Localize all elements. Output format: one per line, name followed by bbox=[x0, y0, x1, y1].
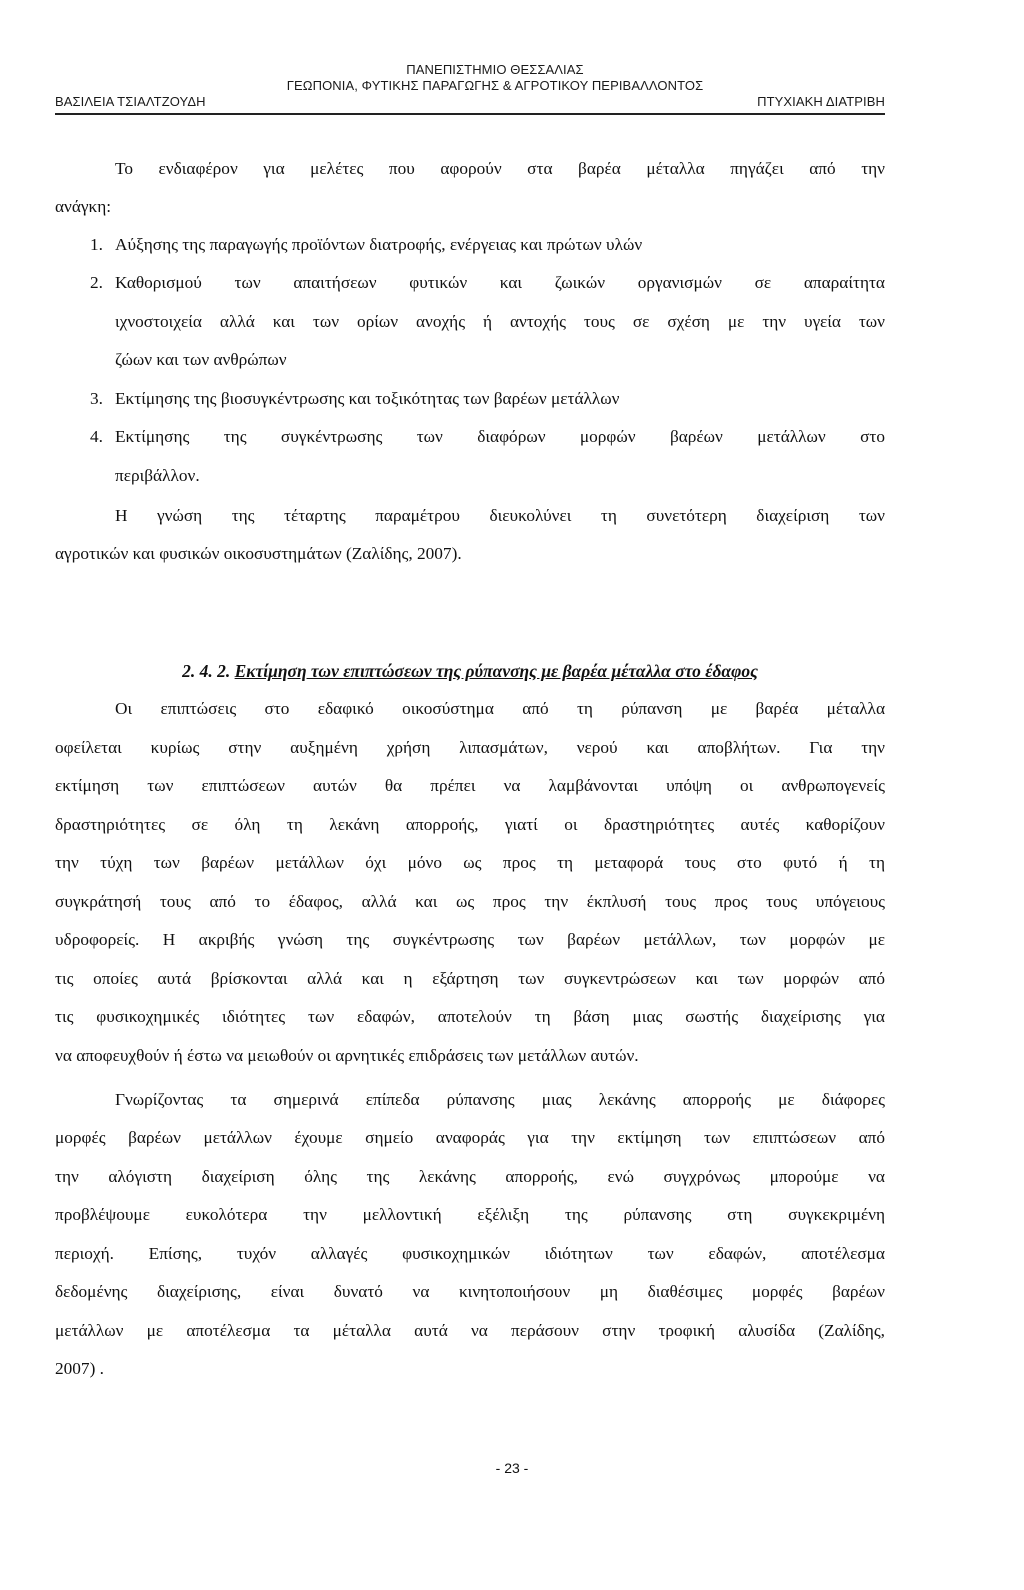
paragraph-1-line: Οι επιπτώσεις στο εδαφικό οικοσύστημα από τη ρύπανση με βαρέα μέταλλα bbox=[115, 699, 885, 718]
paragraph-1-line: υδροφορείς. Η ακριβής γνώση της συγκέντρωσης των βαρέων μετάλλων, των μορφών με bbox=[55, 930, 885, 949]
paragraph-1-line: να αποφευχθούν ή έστω να μειωθούν οι αρνητικές επιδράσεις των μετάλλων αυτών. bbox=[55, 1046, 639, 1065]
list-item-text: Εκτίμησης της συγκέντρωσης των διαφόρων μορφών βαρέων μετάλλων στο bbox=[115, 427, 885, 446]
list-item-1 bbox=[90, 226, 885, 265]
section-heading bbox=[55, 652, 885, 690]
paragraph-2-line: προβλέψουμε ευκολότερα την μελλοντική εξέλιξη της ρύπανσης στη συγκεκριμένη bbox=[55, 1205, 885, 1224]
list-item-text: Καθορισμού των απαιτήσεων φυτικών και ζωικών οργανισμών σε απαραίτητα bbox=[115, 273, 885, 292]
list-number: 2. bbox=[90, 273, 103, 292]
list-item-text: ιχνοστοιχεία αλλά και των ορίων ανοχής ή αντοχής τους σε σχέση με την υγεία των bbox=[115, 311, 885, 331]
paragraph-2-line: περιοχή. Επίσης, τυχόν αλλαγές φυσικοχημικών ιδιότητων των εδαφών, αποτέλεσμα bbox=[55, 1244, 885, 1263]
list-item-text: περιβάλλον. bbox=[115, 465, 200, 485]
list-item-3 bbox=[90, 380, 885, 419]
page-header bbox=[55, 62, 885, 115]
intro-line-1: Το ενδιαφέρον για μελέτες που αφορούν στα βαρέα μέταλλα πηγάζει από την bbox=[115, 159, 885, 178]
conclusion-line-2: αγροτικών και φυσικών οικοσυστημάτων (Ζαλίδης, 2007). bbox=[55, 544, 462, 563]
page-number: - 23 - bbox=[495, 1460, 529, 1476]
paragraph-1-line: δραστηριότητες σε όλη τη λεκάνη απορροής, γιατί οι δραστηριότητες αυτές καθορίζουν bbox=[55, 815, 885, 834]
paragraph-1-line: εκτίμηση των επιπτώσεων αυτών θα πρέπει να λαμβάνονται υπόψη οι ανθρωπογενείς bbox=[55, 776, 885, 795]
list-number: 1. bbox=[90, 235, 103, 254]
conclusion-line-1: Η γνώση της τέταρτης παραμέτρου διευκολύνει τη συνετότερη διαχείριση των bbox=[115, 506, 885, 525]
list-number: 4. bbox=[90, 427, 103, 446]
section-title: Εκτίμηση των επιπτώσεων της ρύπανσης με βαρέα μέταλλα στο έδαφος bbox=[234, 661, 758, 681]
header-rule bbox=[55, 113, 885, 115]
paragraph-2-line: την αλόγιστη διαχείριση όλης της λεκάνης απορροής, ενώ συγχρόνως μπορούμε να bbox=[55, 1167, 885, 1186]
intro-line-2: ανάγκη: bbox=[55, 197, 112, 216]
paragraph-1-line: τις οποίες αυτά βρίσκονται αλλά και η εξάρτηση των συγκεντρώσεων και των μορφών από bbox=[55, 969, 885, 988]
list-item-text: Εκτίμησης της βιοσυγκέντρωσης και τοξικότητας των βαρέων μετάλλων bbox=[115, 389, 620, 408]
header-department: ΓΕΩΠΟΝΙΑ, ΦΥΤΙΚΗΣ ΠΑΡΑΓΩΓΗΣ & ΑΓΡΟΤΙΚΟΥ ΠΕΡΙΒΑΛΛΟΝΤΟΣ bbox=[286, 78, 704, 93]
paragraph-2-line: Γνωρίζοντας τα σημερινά επίπεδα ρύπανσης μιας λεκάνης απορροής με διάφορες bbox=[115, 1090, 885, 1109]
header-doc-type: ΠΤΥΧΙΑΚΗ ΔΙΑΤΡΙΒΗ bbox=[757, 94, 885, 109]
paragraph-2-line: 2007) . bbox=[55, 1359, 104, 1378]
paragraph-1-line: οφείλεται κυρίως στην αυξημένη χρήση λιπασμάτων, νερού και αποβλήτων. Για την bbox=[55, 738, 885, 757]
list-item-text: ζώων και των ανθρώπων bbox=[115, 350, 287, 369]
list-number: 3. bbox=[90, 389, 103, 408]
list-item-text: Αύξησης της παραγωγής προϊόντων διατροφής, ενέργειας και πρώτων υλών bbox=[115, 235, 643, 254]
section-number: 2. 4. 2. bbox=[182, 661, 231, 681]
paragraph-2-line: μορφές βαρέων μετάλλων έχουμε σημείο αναφοράς για την εκτίμηση των επιπτώσεων από bbox=[55, 1128, 885, 1147]
list-item-2 bbox=[90, 264, 885, 380]
paragraph-2-line: μετάλλων με αποτέλεσμα τα μέταλλα αυτά να περάσουν στην τροφική αλυσίδα (Ζαλίδης, bbox=[55, 1321, 885, 1340]
header-university: ΠΑΝΕΠΙΣΤΗΜΙΟ ΘΕΣΣΑΛΙΑΣ bbox=[406, 62, 584, 77]
paragraph-2-line: δεδομένης διαχείρισης, είναι δυνατό να κινητοποιήσουν μη διαθέσιμες μορφές βαρέων bbox=[55, 1282, 885, 1301]
header-meta-row bbox=[55, 94, 885, 110]
paragraph-1-line: την τύχη των βαρέων μετάλλων όχι μόνο ως προς τη μεταφορά τους στο φυτό ή τη bbox=[55, 853, 885, 872]
list-item-4 bbox=[90, 418, 885, 495]
paragraph-1-line: συγκράτησή τους από το έδαφος, αλλά και ως προς την έκπλυσή τους προς τους υπόγειους bbox=[55, 892, 885, 911]
paragraph-1-line: τις φυσικοχημικές ιδιότητες των εδαφών, αποτελούν τη βάση μιας σωστής διαχείρισης για bbox=[55, 1007, 885, 1026]
header-author: ΒΑΣΙΛΕΙΑ ΤΣΙΑΛΤΖΟΥΔΗ bbox=[55, 94, 206, 109]
